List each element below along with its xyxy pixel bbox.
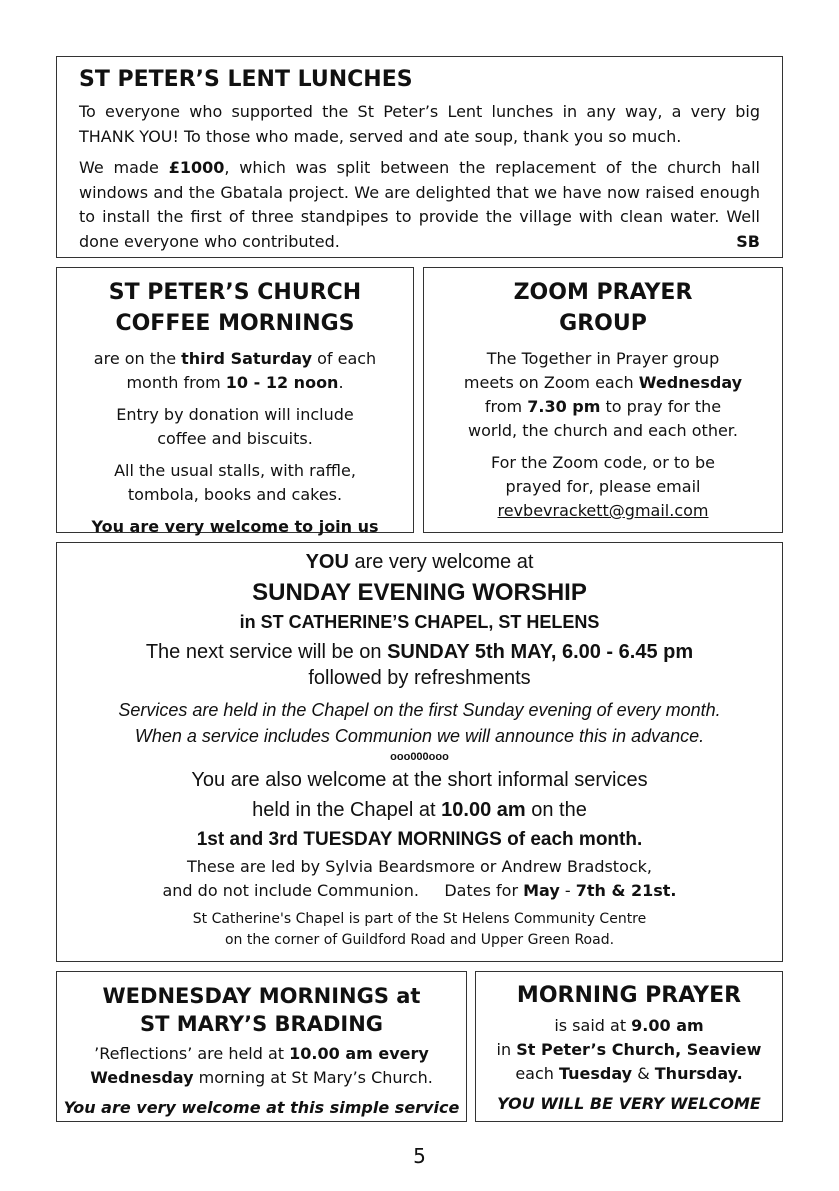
worship-title: SUNDAY EVENING WORSHIP xyxy=(252,579,587,606)
informal-services: You are also welcome at the short informal services xyxy=(191,769,648,791)
morning-prayer-title: MORNING PRAYER xyxy=(516,983,742,1008)
refreshments-note: followed by refreshments xyxy=(308,667,531,689)
tuesday-mornings: 1st and 3rd TUESDAY MORNINGS of each month. xyxy=(196,829,643,850)
communion-note: When a service includes Communion we will announce this in advance. xyxy=(134,726,705,746)
morning-prayer-welcome: YOU WILL BE VERY WELCOME xyxy=(497,1094,761,1113)
separator: ooo000ooo xyxy=(390,751,449,763)
wednesday-title: WEDNESDAY MORNINGS at ST MARY’S BRADING xyxy=(102,984,421,1036)
worship-location: in ST CATHERINE’S CHAPEL, ST HELENS xyxy=(239,612,600,632)
zoom-prayer-box xyxy=(423,267,783,533)
informal-time: held in the Chapel at 10.00 am on the xyxy=(252,799,587,821)
next-service: The next service will be on SUNDAY 5th MAY, 6.00 - 6.45 pm xyxy=(145,641,694,663)
wednesday-mornings-box xyxy=(56,971,467,1122)
lent-funds-paragraph: We made £1000, which was split between the replacement of the church hall windows and the Gbatala project. We are delighted that we have now raised enough to install the first of three standpipes to provide the village with clean water. Well done everyone who contributed. SB xyxy=(79,156,760,254)
amount-raised: £1000 xyxy=(168,158,225,177)
coffee-entry: Entry by donation will include coffee and biscuits. xyxy=(116,405,354,448)
reflections-note: ’Reflections’ are held at 10.00 am every Wednesday morning at St Mary’s Church. xyxy=(90,1044,433,1087)
worship-intro: YOU are very welcome at xyxy=(305,551,534,573)
communion-dates: and do not include Communion. Dates for May - 7th & 21st. xyxy=(162,881,677,900)
zoom-contact: For the Zoom code, or to be prayed for, please email revbevrackett@gmail.com xyxy=(491,453,715,520)
morning-prayer-details: is said at 9.00 am in St Peter’s Church, Seaview each Tuesday & Thursday. xyxy=(496,1016,762,1083)
lent-signature: SB xyxy=(736,231,760,251)
lent-lunches-title: ST PETER’S LENT LUNCHES xyxy=(79,67,413,92)
morning-prayer-box xyxy=(475,971,783,1122)
lent-thanks-paragraph: To everyone who supported the St Peter’s Lent lunches in any way, a very big THANK YOU! To those who made, served and ate soup, thank you so much. xyxy=(79,102,760,146)
leaders-note: These are led by Sylvia Beardsmore or Andrew Bradstock, xyxy=(186,857,653,876)
schedule-note: Services are held in the Chapel on the first Sunday evening of every month. xyxy=(118,700,721,720)
coffee-stalls: All the usual stalls, with raffle, tombola, books and cakes. xyxy=(114,461,356,504)
coffee-welcome: You are very welcome to join us xyxy=(91,517,379,536)
zoom-prayer-title: ZOOM PRAYER GROUP xyxy=(513,280,693,336)
wednesday-welcome: You are very welcome at this simple service xyxy=(63,1098,460,1117)
sunday-worship-box xyxy=(56,542,783,962)
coffee-mornings-box xyxy=(56,267,414,536)
coffee-mornings-title: ST PETER’S CHURCH COFFEE MORNINGS xyxy=(108,280,362,336)
contact-email-link[interactable]: revbevrackett@gmail.com xyxy=(497,501,709,520)
chapel-location: St Catherine's Chapel is part of the St Helens Community Centre on the corner of Guildford Road and Upper Green Road. xyxy=(192,911,647,948)
page-number: 5 xyxy=(413,1144,426,1168)
lent-lunches-box xyxy=(56,56,783,258)
zoom-schedule: The Together in Prayer group meets on Zoom each Wednesday from 7.30 pm to pray for the world, the church and each other. xyxy=(463,349,743,440)
coffee-schedule: are on the third Saturday of each month from 10 - 12 noon. xyxy=(93,349,377,392)
